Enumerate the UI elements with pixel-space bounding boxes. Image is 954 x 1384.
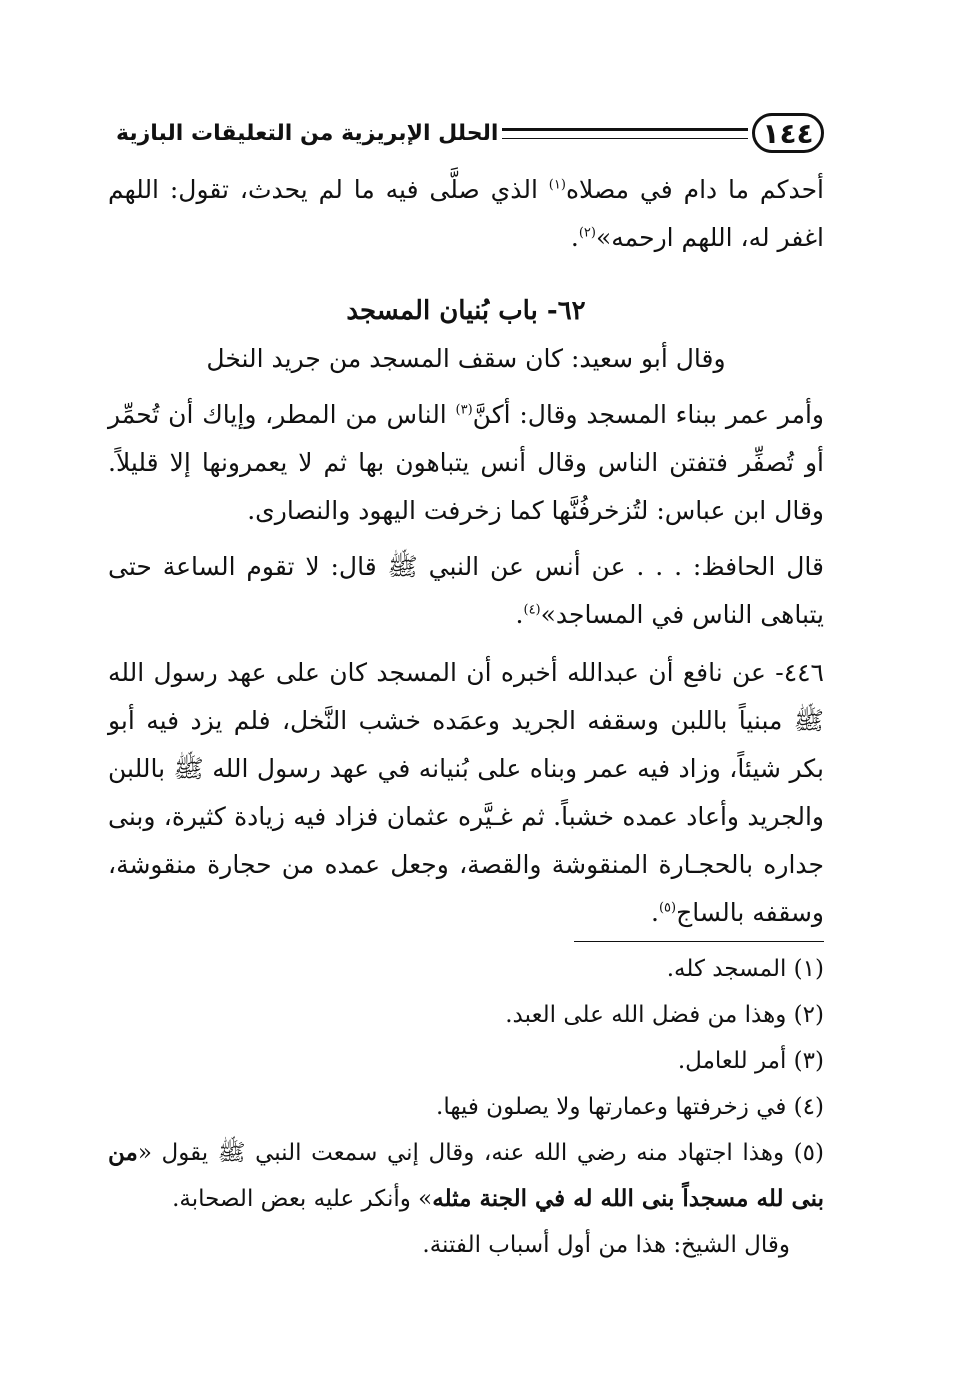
page-number: ١٤٤ [752,113,824,153]
footnote-5-sheikh: وقال الشيخ: هذا من أول أسباب الفتنة. [422,1232,790,1258]
book-page [108,108,824,1288]
footnote-ref-4: (٤) [523,602,541,618]
footnote-ref-1: (١) [548,177,566,193]
hadith-paragraph [108,649,824,937]
umar-text-2: الناس من المطر، وإياك أن تُحمِّر أو تُصفِّر فتفتن الناس وقال أنس يتباهون بها ثم لا يعمرونها إلا قليلاً. وقال ابن عباس: لتُزخرفُنَّها كما زخرفت اليهود والنصارى. [108,400,824,525]
hafiz-text-2: . [515,600,524,629]
footnote-3: (٣) أمر للعامل. [677,1048,824,1074]
chapter-title: ٦٢- باب بُنيان المسجد [346,296,586,326]
intro-text-1: أحدكم ما دام في مصلاه [565,175,824,204]
hadith-text-2: . [650,898,659,927]
hafiz-text-1: قال الحافظ: . . . عن أنس عن النبي ﷺ قال: لا تقوم الساعة حتى يتباهى الناس في المساجد» [108,552,824,629]
book-title: الحلل الإبريزية من التعليقات البازية [116,120,499,146]
page-header [108,108,824,158]
intro-paragraph [108,166,824,262]
footnote-1: (١) المسجد كله. [666,956,824,982]
footnotes [108,946,824,1268]
footnote-divider [574,941,824,942]
intro-text-2: الذي صلَّى فيه ما لم يحدث، تقول: اللهم اغفر له، اللهم ارحمه» [108,175,824,252]
hafiz-paragraph [108,543,824,639]
header-rule [502,128,748,139]
footnote-5-hadith-quote: من بنى لله مسجداً بنى الله له في الجنة مثله [108,1139,824,1212]
footnote-ref-5: (٥) [658,900,677,916]
hadith-text-1: ٤٤٦- عن نافع أن عبدالله أخبره أن المسجد كان على عهد رسول الله ﷺ مبنياً باللبن وسقفه الجريد وعمَده خشب النَّخل، فلم يزد فيه أبو بكر شيئاً، وزاد فيه عمر وبناه على بُنيانه في عهد رسول الله ﷺ باللبن والجريد وأعاد عمده خشباً. ثم غـيَّره عثمان فزاد فيه زيادة كثيرة، وبنى جداره بالحجـارة المنقوشة والقصة، وجعل عمده من حجارة منقوشة، وسقفه بالساج [108,658,824,927]
umar-paragraph [108,391,824,535]
umar-text-1: وأمر عمر ببناء المسجد وقال: أكنَّ [472,400,824,429]
footnote-5-text-2: » وأنكر عليه بعض الصحابة. [172,1186,433,1212]
footnote-5-text-1: (٥) وهذا اجتهاد منه رضي الله عنه، وقال إني سمعت النبي ﷺ يقول « [137,1140,824,1166]
footnote-ref-2: (٢) [578,225,596,241]
chapter-quote: وقال أبو سعيد: كان سقف المسجد من جريد النخل [206,344,726,373]
footnote-ref-3: (٣) [455,402,473,418]
footnote-2: (٢) وهذا من فضل الله على العبد. [505,1002,824,1028]
footnote-5 [108,1130,824,1222]
footnote-4: (٤) في زخرفتها وعمارتها ولا يصلون فيها. [436,1094,824,1120]
intro-text-3: . [570,223,579,252]
